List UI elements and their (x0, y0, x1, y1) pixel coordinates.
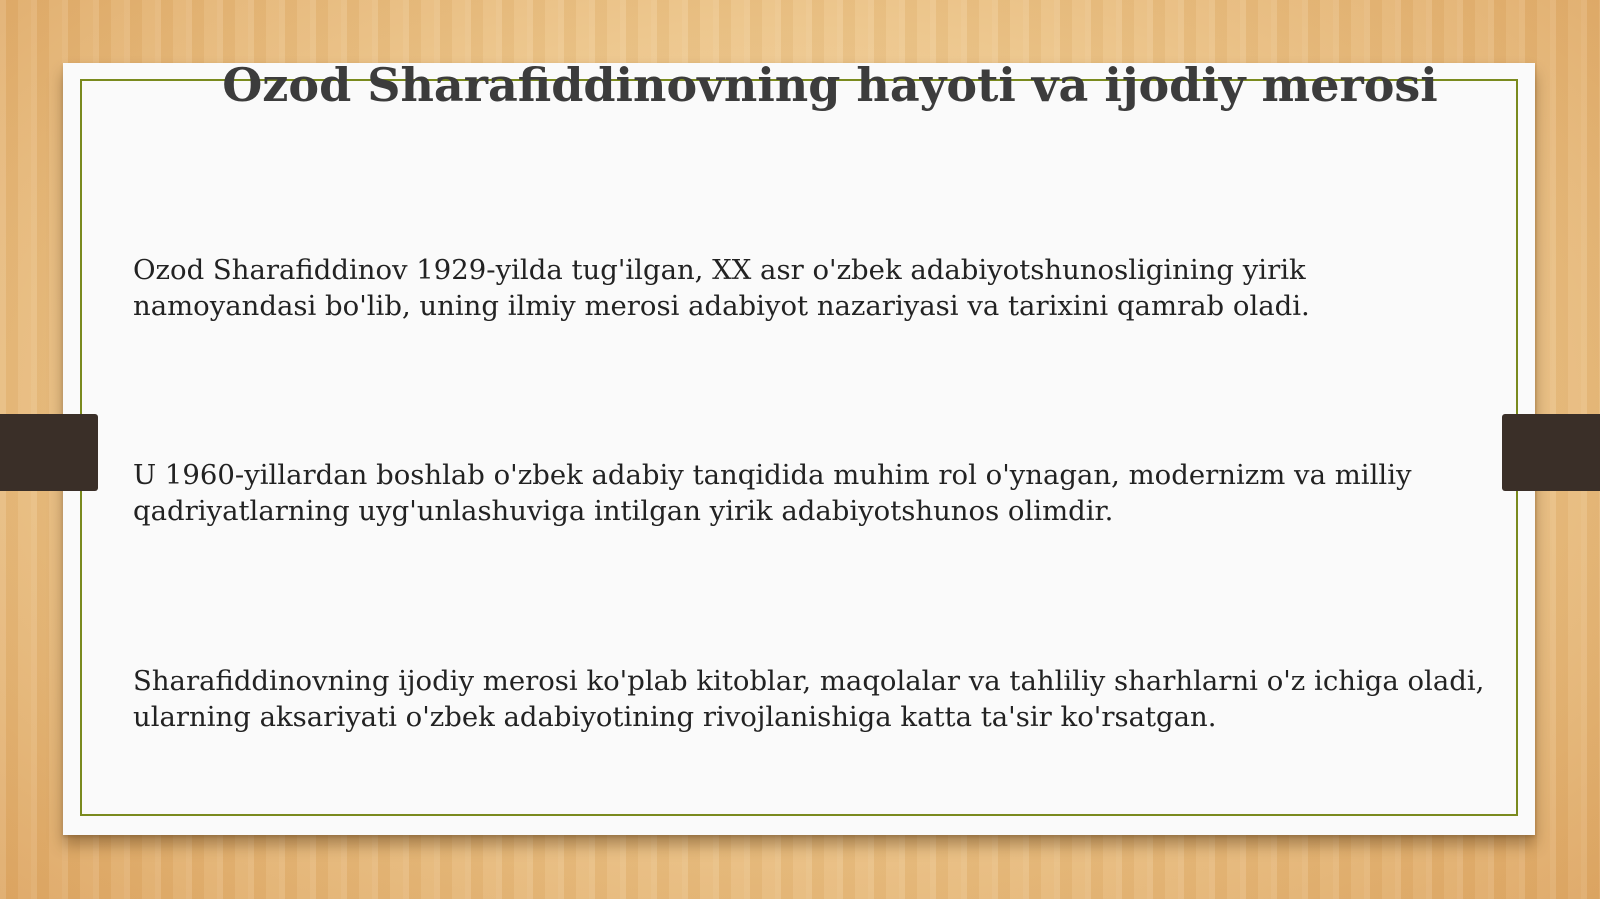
paragraph-career (133, 457, 1523, 529)
binder-tab-left (0, 414, 98, 491)
paragraph-legacy (133, 663, 1523, 735)
paragraph-line: Ozod Sharafiddinov 1929-yilda tug'ilgan, XX asr o'zbek adabiyotshunosligining yirik (133, 254, 1306, 286)
slide-title: Ozod Sharafiddinovning hayoti va ijodiy merosi (222, 58, 1438, 112)
paragraph-line: Sharafiddinovning ijodiy merosi ko'plab kitoblar, maqolalar va tahliliy sharhlarni o'z ichiga oladi, (133, 665, 1485, 697)
paragraph-line: ularning aksariyati o'zbek adabiyotining rivojlanishiga katta ta'sir ko'rsatgan. (133, 701, 1217, 733)
paragraph-line: qadriyatlarning uyg'unlashuviga intilgan yirik adabiyotshunos olimdir. (133, 495, 1114, 527)
paragraph-line: U 1960-yillardan boshlab o'zbek adabiy tanqidida muhim rol o'ynagan, modernizm va milliy (133, 459, 1412, 491)
paragraph-line: namoyandasi bo'lib, uning ilmiy merosi adabiyot nazariyasi va tarixini qamrab oladi. (133, 290, 1310, 322)
paragraph-birth (133, 252, 1523, 324)
